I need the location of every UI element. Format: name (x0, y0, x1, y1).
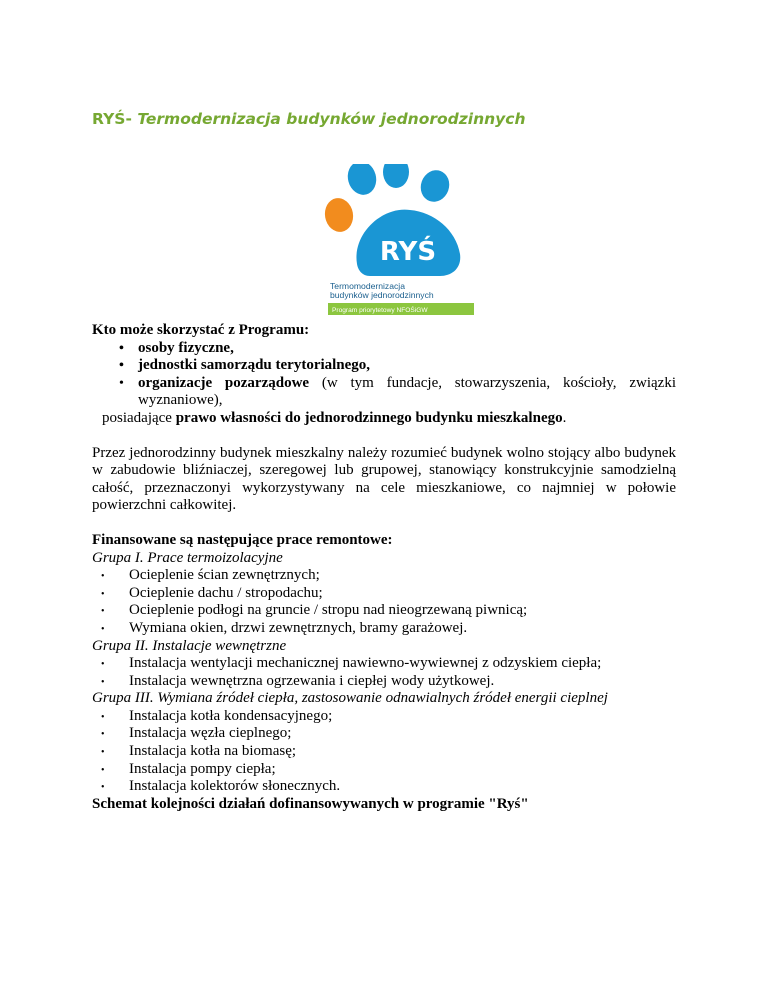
group-1-name: Grupa I. Prace termoizolacyjne (92, 549, 283, 566)
ownership-line (92, 410, 676, 428)
ownership-pre: posiadające (102, 409, 176, 426)
list-item: • Instalacja węzła cieplnego; (92, 725, 676, 743)
logo-line2: budynków jednorodzinnych (330, 290, 434, 300)
paw-toe-3 (416, 166, 453, 206)
who-list (92, 340, 676, 410)
group-3-name: Grupa III. Wymiana źródeł ciepła, zastosowanie odnawialnych źródeł energii cieplnej (92, 690, 608, 707)
logo-line1: Termomodernizacja (330, 281, 405, 291)
ownership-post: . (562, 409, 567, 426)
group-1-list (92, 567, 676, 637)
list-item: • Ocieplenie ścian zewnętrznych; (92, 567, 676, 585)
who-heading: Kto może skorzystać z Programu: (92, 322, 310, 338)
list-item: • Instalacja kotła na biomasę; (92, 743, 676, 761)
logo-footer-text: Program priorytetowy NFOŚiGW (332, 307, 428, 314)
rys-paw-logo (322, 164, 474, 316)
title-prefix: RYŚ- (92, 110, 138, 128)
paw-toe-orange (322, 196, 355, 234)
works-heading: Finansowane są następujące prace remontowe: (92, 531, 393, 548)
who-item-normal: (w tym fundacje, stowarzyszenia, kościoły, związki wyznaniowe), (138, 374, 676, 409)
title-rest: Termodernizacja budynków jednorodzinnych (137, 110, 526, 128)
who-item-bold: organizacje pozarządowe (138, 374, 310, 391)
group-2-list (92, 655, 676, 690)
paw-toe-1 (344, 164, 380, 198)
list-item: • Instalacja pompy ciepła; (92, 761, 676, 779)
who-item-bold: jednostki samorządu terytorialnego, (138, 357, 371, 374)
list-item: • Ocieplenie podłogi na gruncie / stropu nad nieogrzewaną piwnicą; (92, 602, 676, 620)
group-3-list (92, 708, 676, 796)
paw-toe-2 (383, 164, 409, 188)
definition-paragraph: Przez jednorodzinny budynek mieszkalny należy rozumieć budynek wolno stojący albo budynek w zabudowie bliźniaczej, szeregowej lub grupowej, stanowiący konstrukcyjnie samodzielną całość, przeznaczonyi wykorzystywany na cele mieszkaniowe, co najmniej w połowie powierzchni całkowitej. (92, 444, 676, 514)
list-item: • Wymiana okien, drzwi zewnętrznych, bramy garażowej. (92, 620, 676, 638)
who-item-individuals (92, 340, 676, 358)
logo-brand: RYŚ (379, 237, 437, 267)
who-item-bold: osoby fizyczne, (138, 339, 234, 356)
who-item-local-government (92, 357, 676, 375)
ownership-bold: prawo własności do jednorodzinnego budynku mieszkalnego (175, 409, 563, 426)
document-body (92, 322, 676, 813)
list-item: • Instalacja kotła kondensacyjnego; (92, 708, 676, 726)
document-title (92, 110, 526, 128)
scheme-heading: Schemat kolejności działań dofinansowywanych w programie "Ryś" (92, 795, 529, 812)
list-item: • Instalacja kolektorów słonecznych. (92, 778, 676, 796)
list-item: • Instalacja wentylacji mechanicznej nawiewno-wywiewnej z odzyskiem ciepła; (92, 655, 676, 673)
list-item: • Ocieplenie dachu / stropodachu; (92, 585, 676, 603)
list-item: • Instalacja wewnętrzna ogrzewania i ciepłej wody użytkowej. (92, 673, 676, 691)
group-2-name: Grupa II. Instalacje wewnętrzne (92, 637, 287, 654)
who-item-ngo (92, 375, 676, 410)
